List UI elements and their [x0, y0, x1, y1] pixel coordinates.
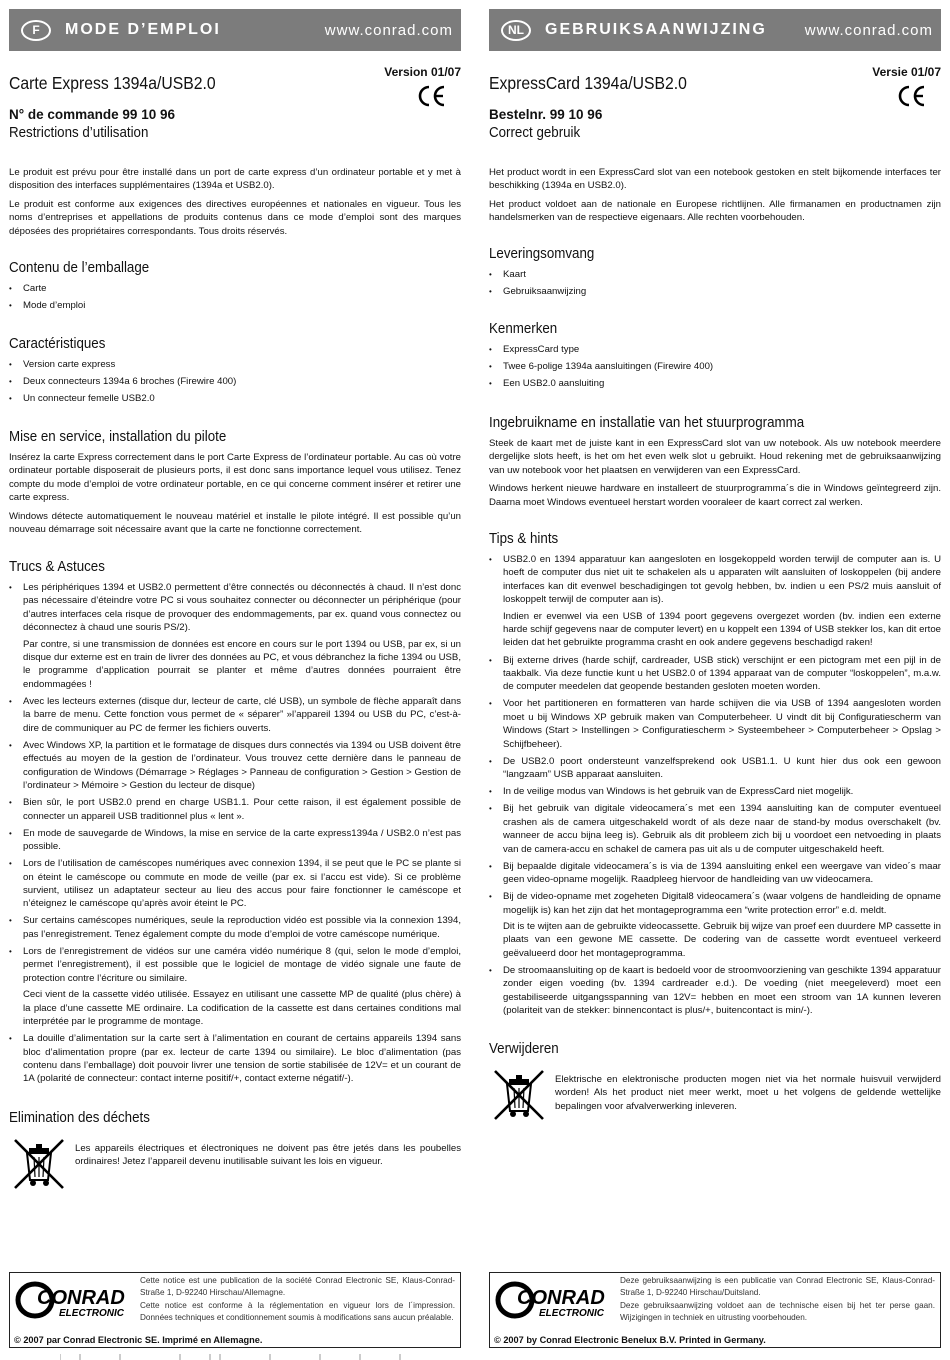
list-item: • Kaart: [489, 268, 941, 281]
tip-text: • De USB2.0 poort ondersteunt vanzelfsprekend ook USB1.1. U kunt hier dus ook een gewoon “langzaam” USB apparaat aansluiten.: [503, 755, 941, 781]
logo-wordmark: CONRAD: [37, 1287, 125, 1309]
list-item: • Mode d’emploi: [9, 299, 461, 312]
fr-install-heading: Mise en service, installation du pilote: [9, 429, 227, 445]
fr-restrictions-heading: Restrictions d’utilisation: [9, 125, 149, 141]
tip-text: • Voor het partitioneren en formatteren van harde schijven die via USB of 1394 aangesloten worden moet u bij Windows XP gebruik maken van Computerbeheer. U vindt dit bij Configuratiescherm van Windows (Start > Instellingen > Configuratiescherm > Systeembeheer > Computerbeheer > Opslag > Schijfbeheer).: [503, 698, 941, 750]
fr-version: Version 01/07: [384, 65, 461, 79]
nl-banner-title: GEBRUIKSAANWIJZING: [545, 21, 767, 38]
list-item: [9, 1032, 461, 1086]
tip-text: Par contre, si une transmission de données est encore en cours sur le port 1394 ou USB, par ex, si un disque dur externe est en train de livrer des données au PC, et vous débranchez la fiche 1394 ou USB, le programme d’application pourrait se planter et même d’autres données pourraient être endommagées !: [23, 638, 461, 690]
list-item: [489, 697, 941, 751]
nl-tips-section: [489, 531, 941, 1021]
tip-text: • Bij bepaalde digitale videocamera´s is via de 1394 aansluiting enkel een weergave van video´s maar geen video-opname mogelijk. Raadpleeg hiervoor de handleiding van uw videocamera.: [503, 860, 941, 886]
tip-text: • Bij het gebruik van digitale videocamera´s met een 1394 aansluiting kan de computer eventueel crashen als de camera uitgeschakeld wordt of als deze naar de stand-by modus overschakelt (bv. wanneer de accu bijna leeg is). Gebruik als dit probleem zich bij u voordoet een netvoeding in plaats van de camera-accu en schakel de camera pas uit als u de computer uitgeschakeld heeft.: [503, 803, 941, 855]
list-item: [9, 739, 461, 793]
nl-disposal-text: Elektrische en elektronische producten mogen niet via het normale huisvuil verwijderd worden! Als het product niet meer werkt, moet u het volgens de geldende wettelijke bepalingen voor afvalverwerking inleveren.: [555, 1074, 941, 1112]
nl-product-title: ExpressCard 1394a/USB2.0: [489, 73, 687, 93]
nl-version: Versie 01/07: [872, 65, 941, 79]
tip-text: • Les périphériques 1394 et USB2.0 permettent d’être connectés ou déconnectés à chaud. Il n’est donc pas nécessaire d’éteindre votre PC si vous souhaitez connecter ou déconnecter un périphérique (pour d’autres interfaces cela risque de provoquer des endommagements, par ex. quand vous connectez ou déconnectez à chaud une souris PS/2).: [23, 582, 461, 634]
dutch-column: [489, 9, 941, 1112]
fr-contents-list: [9, 282, 461, 313]
fr-footer-text: [140, 1275, 455, 1325]
list-item: [489, 964, 941, 1018]
tip-text: • Bien sûr, le port USB2.0 prend en charge USB1.1. Pour cette raison, il est également possible de connecter un appareil USB traditionnel plus « lent ».: [23, 797, 461, 822]
tip-text: • Sur certains caméscopes numériques, seule la reproduction vidéo est possible via la connexion 1394, pas l’enregistrement. Tenez également compte du mode d’emploi de votre caméscope numérique.: [23, 915, 461, 940]
nl-footer-text: [620, 1275, 935, 1325]
list-item: [9, 945, 461, 1028]
nl-order-number: Bestelnr. 99 10 96: [489, 107, 603, 122]
list-item: • Carte: [9, 282, 461, 295]
fr-features-heading: Caractéristiques: [9, 336, 106, 352]
nl-install-section: [489, 415, 941, 514]
fr-features-list: [9, 358, 461, 406]
list-item: [9, 827, 461, 854]
list-item: [489, 890, 941, 960]
tip-text: • En mode de sauvegarde de Windows, la mise en service de la carte express1394a / USB2.0 n’est pas possible.: [23, 827, 461, 853]
nl-copyright: © 2007 by Conrad Electronic Benelux B.V. Printed in Germany.: [494, 1335, 766, 1345]
ce-mark-icon: [417, 85, 447, 107]
fr-header: [9, 51, 461, 125]
list-item: • Een USB2.0 aansluiting: [489, 377, 941, 390]
crop-marks: [60, 1354, 410, 1360]
fr-product-title: Carte Express 1394a/USB2.0: [9, 73, 216, 93]
list-item: • Un connecteur femelle USB2.0: [9, 392, 461, 405]
footer-line: Deze gebruiksaanwijzing is een publicatie van Conrad Electronic SE, Klaus-Conrad-Straße 1, D-92240 Hirschau/Duitsland.: [620, 1276, 935, 1297]
fr-install-para-1: Insérez la carte Express correctement dans le port Carte Express de l’ordinateur portable. Au cas où votre ordinateur portable disposerait de plusieurs ports, il est donc sans importance lequel vous utilisez. Tenez compte du mode d’emploi de votre ordinateur portable, en ce qui concerne comment insérer et retirer une carte express.: [9, 452, 461, 504]
fr-disposal-section: [9, 1110, 461, 1192]
tip-text: • In de veilige modus van Windows is het gebruik van de ExpressCard niet mogelijk.: [503, 786, 854, 798]
nl-correct-use-para-2: Het product voldoet aan de nationale en Europese richtlijnen. Alle firmanamen en productnamen zijn handelsmerken van de respectieve eigenaars. Alle rechten voorbehouden.: [489, 198, 941, 224]
list-item: [9, 695, 461, 735]
nl-language-badge: NL: [501, 20, 531, 41]
tip-text: Ceci vient de la cassette vidéo utilisée. Essayez en utilisant une cassette MP de qualité (plus chère) à la place d’une cassette ME ordinaire. La codification de la cassette est dans certaines conditions mal interprétée par le programme de montage.: [23, 989, 461, 1027]
list-item: [9, 857, 461, 911]
tip-text: • La douille d’alimentation sur la carte sert à l’alimentation en courant de certains appareils 1394 sans bloc d’alimentation propre (par ex. lecteur de carte 1394 ou similaire). Le bloc d’alimentation (pas contenu dans l’emballage) doit pouvoir livrer une tension de sortie stabilisée de 12V= et un courant de 1A (polarité de connecteur: contact interne positif/+, contact externe négatif/-).: [23, 1033, 461, 1085]
fr-contents-section: [9, 260, 461, 316]
footer-line: Deze gebruiksaanwijzing voldoet aan de technische eisen bij het ter perse gaan. Wijzigingen in techniek en uitrusting voorbehouden.: [620, 1301, 935, 1322]
crossed-out-bin-icon: [9, 1136, 69, 1192]
list-item: [9, 796, 461, 823]
list-item: • ExpressCard type: [489, 343, 941, 356]
nl-install-para-1: Steek de kaart met de juiste kant in een ExpressCard slot van uw notebook. Als uw notebook meerdere dergelijke slots heeft, is het om het even welk slot u gebruikt. Houd rekening met de gebruiksaanwijzing van uw notebook voor het plaatsen en verwijderen van een ExpressCard.: [489, 438, 941, 476]
nl-website-url: www.conrad.com: [804, 21, 933, 39]
list-item: [489, 860, 941, 887]
logo-subtitle: ELECTRONIC: [539, 1308, 604, 1319]
list-item: • Version carte express: [9, 358, 461, 371]
fr-banner-title: MODE D’EMPLOI: [65, 21, 221, 38]
list-item: [489, 785, 941, 798]
nl-features-section: [489, 321, 941, 394]
fr-tips-list: [9, 581, 461, 1086]
list-item: • Gebruiksaanwijzing: [489, 285, 941, 298]
logo-wordmark: CONRAD: [517, 1287, 605, 1309]
fr-copyright: © 2007 par Conrad Electronic SE. Imprimé en Allemagne.: [14, 1335, 263, 1345]
fr-order-number: N° de commande 99 10 96: [9, 107, 175, 122]
fr-banner: [9, 9, 461, 51]
nl-correct-use-para-1: Het product wordt in een ExpressCard slot van een notebook gestoken en stelt bijkomende interfaces ter beschikking (1394a en USB2.0).: [489, 167, 941, 192]
nl-disposal-heading: Verwijderen: [489, 1041, 559, 1057]
nl-correct-use-heading: Correct gebruik: [489, 125, 581, 141]
tip-text: • Avec les lecteurs externes (disque dur, lecteur de carte, clé USB), un symbole de flèche apparaît dans la barre de menu. Cette fonction vous permet de « séparer” »l’appareil 1394 ou USB du PC, c’est-à-dire de communiquer au PC de fermer les fichiers ouverts.: [23, 695, 461, 734]
nl-tips-list: [489, 553, 941, 1018]
tip-text: • Bij de video-opname met zogeheten Digital8 videocamera´s (waar volgens de handleiding de opname mogelijk is) kan het zijn dat het montageprogramma een “write protection error” e.d. meldt.: [503, 891, 941, 916]
fr-contents-heading: Contenu de l’emballage: [9, 260, 150, 276]
tip-text: • USB2.0 en 1394 apparatuur kan aangesloten en losgekoppeld worden terwijl de computer aan is. U hoeft de computer dus niet uit te schakelen als u apparaten wilt aansluiten of loskoppelen (bij andere interfaces kan dit evenwel beschadigingen tot gevolg hebben, bv. indien u een PS/2 muis aansluit of loskoppelt terwijl de computer aan is).: [503, 554, 941, 606]
list-item: [489, 553, 941, 650]
tip-text: Dit is te wijten aan de gebruikte videocassette. Gebruik bij wijze van proef een duurdere MP cassette in plaats van een gewone ME cassette. De codering van de cassette wordt eventueel verkeerd geëvalueerd door het montageprogramma.: [503, 920, 941, 959]
conrad-logo-icon: [15, 1280, 135, 1320]
fr-install-section: [9, 429, 461, 541]
fr-disposal-block: [9, 1136, 461, 1192]
list-item: [9, 581, 461, 691]
conrad-logo-icon: [495, 1280, 615, 1320]
fr-disposal-text: Les appareils électriques et électroniques ne doivent pas être jetés dans les poubelles ordinaires! Jetez l’appareil devenu inutilisable suivant les lois en vigueur.: [75, 1143, 461, 1168]
nl-disposal-block: [489, 1067, 941, 1123]
tip-text: • Bij externe drives (harde schijf, cardreader, USB stick) verschijnt er een pictogram met een pijl in de taakbalk. Via deze functie kunt u het USB2.0 of 1394 apparaat van de computer “loskoppelen”, m.a.w. de computer meedelen dat geopende bestanden gesloten moeten worden.: [503, 654, 941, 693]
list-item: [9, 914, 461, 941]
nl-install-para-2: Windows herkent nieuwe hardware en installeert de stuurprogramma´s die in Windows geïntegreerd zijn. Daarna moet Windows eventueel herstart worden vooraleer de kaart correct zal werken.: [489, 483, 941, 508]
nl-install-heading: Ingebruikname en installatie van het stuurprogramma: [489, 415, 805, 431]
fr-language-badge: F: [21, 20, 51, 41]
fr-features-section: [9, 336, 461, 409]
list-item: • Deux connecteurs 1394a 6 broches (Firewire 400): [9, 375, 461, 388]
fr-website-url: www.conrad.com: [324, 21, 453, 39]
fr-restrictions-para-1: Le produit est prévu pour être installé dans un port de carte express d’un ordinateur portable et y met à disposition des interfaces supplémentaires (1394a et USB2.0).: [9, 167, 461, 192]
fr-restrictions-body: [9, 166, 461, 243]
list-item: [489, 755, 941, 782]
french-column: [9, 9, 461, 1168]
tip-text: • Avec Windows XP, la partition et le formatage de disques durs connectés via 1394 ou USB doivent être effectués au moyen de la gestion de l’ordinateur. Vous trouvez cette dernière dans le panneau de configuration de Windows (Démarrage > Réglages > Panneau de configuration > Gestion > Gestion de l’ordinateur > Mémoire > Gestion du lecteur de disque): [23, 739, 461, 792]
ce-mark-icon: [897, 85, 927, 107]
crossed-out-bin-icon: [489, 1067, 549, 1123]
fr-tips-heading: Trucs & Astuces: [9, 559, 105, 575]
list-item: [489, 802, 941, 856]
nl-disposal-section: [489, 1041, 941, 1123]
tip-text: • Lors de l’utilisation de caméscopes numériques avec connexion 1394, il se peut que le PC se plante si on éteint le caméscope ou commute en mode de veille (par ex. si l’accu est vide). Si ce problème survient, utilisez un adaptateur secteur au lieu des accus pour faire fonctionner le caméscope et n’éteignez le caméscope qu’après avoir éteint le PC.: [23, 858, 461, 910]
nl-tips-heading: Tips & hints: [489, 531, 559, 547]
nl-header: [489, 51, 941, 125]
nl-banner: [489, 9, 941, 51]
nl-delivery-list: [489, 268, 941, 299]
fr-footer: [9, 1272, 461, 1348]
list-item: • Twee 6-polige 1394a aansluitingen (Firewire 400): [489, 360, 941, 373]
nl-delivery-heading: Leveringsomvang: [489, 246, 595, 262]
nl-footer: [489, 1272, 941, 1348]
tip-text: • De stroomaansluiting op de kaart is bedoeld voor de stroomvoorziening van geschikte 1394 apparatuur zonder eigen voeding (bv. 1394 cardreader e.d.). De voeding (niet meegeleverd) moet een gestabiliseerde uitgangsspanning van 12V= hebben en moet een stroom van 1A kunnen leveren (polariteit van de stekker: binnencontact is plus/+, buitencontact is min/-).: [503, 964, 941, 1017]
nl-correct-use-body: [489, 166, 941, 230]
footer-line: Cette notice est une publication de la société Conrad Electronic SE, Klaus-Conrad-Straße 1, D-92240 Hirschau/Allemagne.: [140, 1276, 455, 1297]
fr-disposal-heading: Elimination des déchets: [9, 1110, 150, 1126]
fr-tips-section: [9, 559, 461, 1089]
fr-restrictions-para-2: Le produit est conforme aux exigences des directives européennes et nationales en vigueur. Tous les noms d’entreprises et appellations de produits contenus dans ce mode d’emploi sont des marques déposées des propriétaires correspondants. Tous droits réservés.: [9, 198, 461, 237]
tip-text: Indien er evenwel via een USB of 1394 poort gegevens overgezet worden (bv. indien een externe harde schijf gegevens naar de computer levert) en u koppelt een 1394 of USB stekker los, kan dit ertoe leiden dat het gebruikte programma crasht en ook andere gegevens beschadigd raken!: [503, 610, 941, 649]
nl-delivery-section: [489, 246, 941, 302]
logo-subtitle: ELECTRONIC: [59, 1308, 124, 1319]
footer-line: Cette notice est conforme à la réglementation en vigueur lors de l´impression. Données techniques et conditionnement soumis à modifications sans aucun préalable.: [140, 1301, 455, 1322]
fr-install-para-2: Windows détecte automatiquement le nouveau matériel et installe le pilote intégré. Il est possible qu’un nouveau démarrage soit nécessaire avant que la carte ne fonctionne correctement.: [9, 510, 461, 536]
nl-features-heading: Kenmerken: [489, 321, 558, 337]
nl-features-list: [489, 343, 941, 391]
tip-text: • Lors de l’enregistrement de vidéos sur une caméra vidéo numérique 8 (qui, selon le mode d’emploi, permet l’enregistrement), il est possible que le logiciel de montage de vidéo signale une faute de protection contre l’écriture ou similaire.: [23, 945, 461, 984]
list-item: [489, 654, 941, 694]
